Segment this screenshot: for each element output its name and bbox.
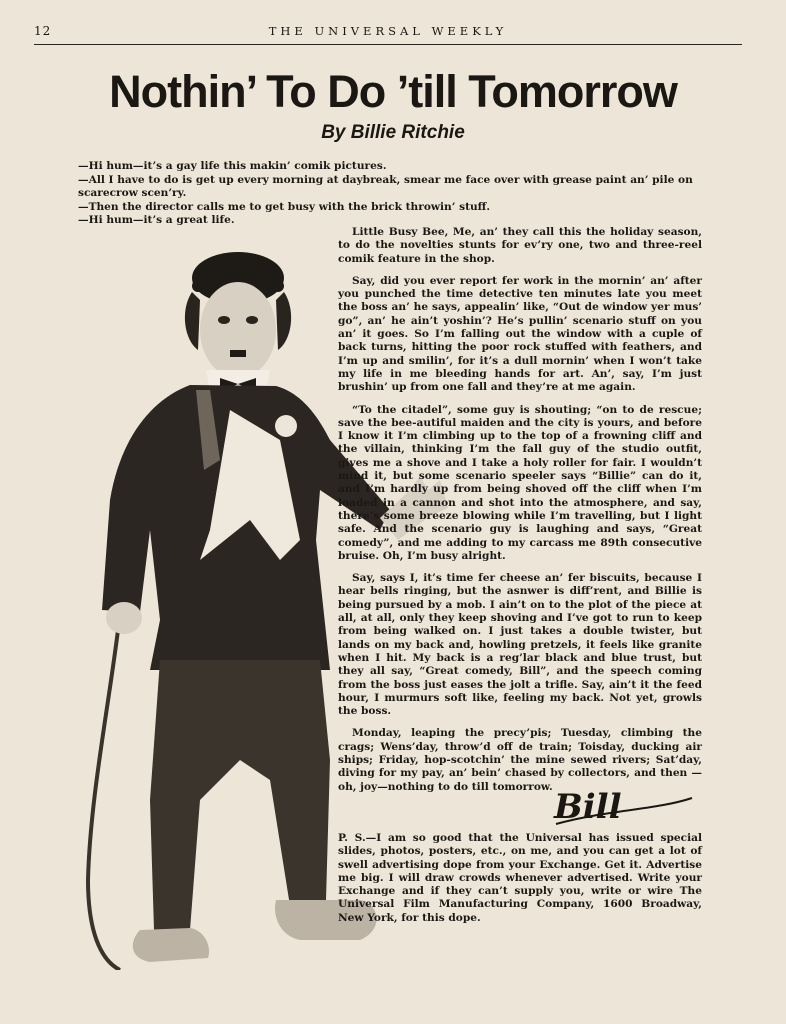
moustache	[230, 350, 246, 357]
paragraph: Say, did you ever report fer work in the mornin’ an’ after you punched the time detective ten minutes late you meet the boss an’ he says, appealin’ like, “Out de window yer mus’ go”, an’ he ain’t yoshin’? He’s pullin’ scenario stuff on you an’ it goes. So I’m falling out the window with a cuple of back turns, hitting the poor rock stuffed with feathers, and I’m up and smilin’, for it’s a dull mornin’ when I won’t take my life in me bleeding hands for art. An’, say, I’m just brushin’ up from one fall and they’re at me again.	[338, 274, 702, 394]
face	[200, 282, 276, 378]
page-number: 12	[34, 24, 52, 38]
text-wrap-block	[338, 404, 702, 564]
article-title: Nothin’ To Do ’till Tomorrow	[109, 66, 677, 117]
signature	[546, 780, 696, 830]
publication-title: THE UNIVERSAL WEEKLY	[268, 24, 508, 38]
intro-line: —Hi hum—it’s a great life.	[78, 214, 235, 226]
left-shoe	[133, 928, 209, 962]
cane	[88, 630, 120, 970]
byline: By Billie Ritchie	[321, 122, 465, 143]
paragraph: Say, says I, it’s time fer cheese an’ fer biscuits, because I hear bells ringing, but the asnwer is diff’rent, and Billie is being pursued by a mob. I ain’t on to the plot of the piece at all, at all, only they keep shoving and I’ve got to run to keep from being walked on. I just takes a double twister, but lands on my back and, howling pretzels, it feels like granite when I hit. My back is a reg’lar black and blue trust, but they all say, “Great comedy, Bill”, and the speech coming from the boss just eases the jolt a trifle. Say, ain’t it the feed hour, I murmurs soft like, feeling my back. Not yet, growls the boss.	[338, 572, 702, 718]
lapel-flower	[275, 415, 297, 437]
postscript: P. S.—I am so good that the Universal has issued special slides, photos, posters, etc., on me, and you can get a lot of swell advertising dope from your Exchange. Get it. Advertise me big. I will draw crowds whenever advertised. Write your Exchange and if they can’t supply you, write or wire The Universal Film Manufacturing Company, 1600 Broadway, New York, for this dope.	[338, 832, 702, 924]
intro-block	[78, 160, 702, 228]
intro-line: —Hi hum—it’s a gay life this makin’ comik pictures.	[78, 160, 387, 172]
running-head	[34, 24, 742, 40]
signature-text: Bill	[554, 787, 622, 827]
intro-line: —All I have to do is get up every morning at daybreak, smear me face over with grease paint an’ pile on scarecrow scen’ry.	[78, 173, 693, 199]
intro-line: —Then the director calls me to get busy with the brick throwin’ stuff.	[78, 200, 491, 213]
trousers	[150, 660, 330, 930]
paragraph: Monday, leaping the precy’pis; Tuesday, climbing the crags; Wens’day, throw’d off de train; Toisday, ducking air ships; Friday, hop-scotchin’ the mine sewed rivers; Sat’day, diving for my pay, an’ bein’ chased by collectors, and then —oh, joy—nothing to do till tomorrow.	[338, 727, 702, 793]
paragraph: Little Busy Bee, Me, an’ they call this the holiday season, to do the novelties stunts for ev’ry one, two and three-reel comik feature in the shop.	[338, 226, 702, 265]
article-body	[338, 226, 702, 803]
paragraph: “To the citadel”, some guy is shouting; “on to de rescue; save the bee-autiful maiden and the city is yours, and before I know it I’m climbing up to the top of a frowning cliff and the villain, thinking I’m the fall guy of the studio outfit, gives me a shove and I take a holy roller for fair. I wouldn’t mind it, but some scenario speeler says “Billie” can do it, and I’m hardly up from being shoved off the cliff when I’m loaded in a cannon and shot into the atmosphere, and say, there’s some breeze blowing while I’m travelling, but I light safe. And the scenario guy is laughing and says, “Great comedy”, and me adding to my carcass me 89th consecutive bruise. Oh, I’m busy alright.	[338, 403, 702, 562]
header-rule	[34, 44, 742, 45]
